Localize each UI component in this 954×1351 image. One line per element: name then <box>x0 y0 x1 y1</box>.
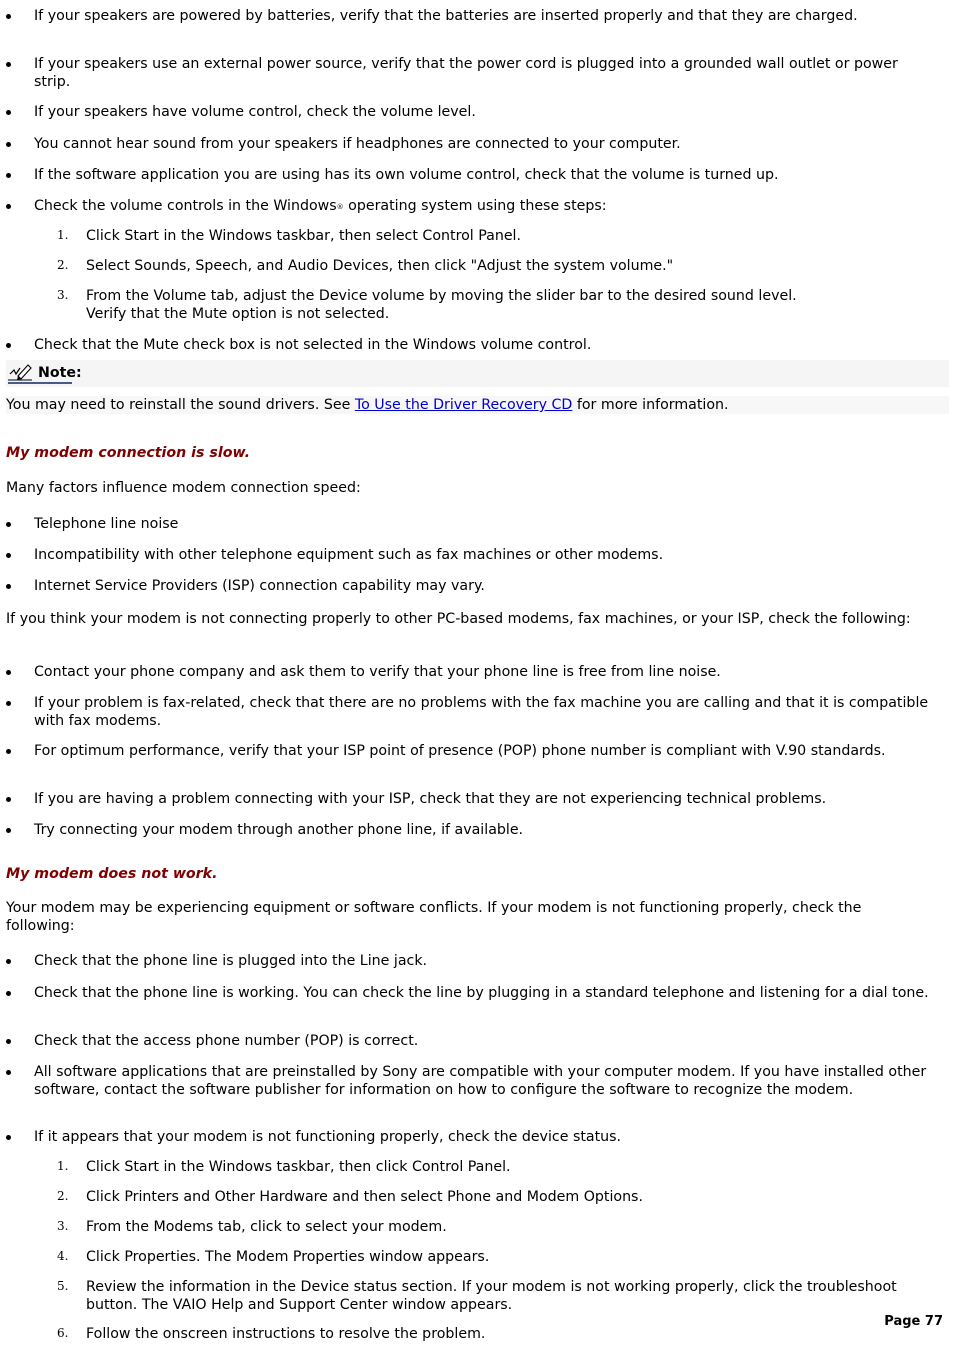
step-text: Select Sounds, Speech, and Audio Devices, then click "Adjust the system volume." <box>86 258 674 274</box>
note-label: Note: <box>38 365 82 381</box>
step-number: 2. <box>57 258 69 272</box>
list-item: Telephone line noise <box>34 515 934 533</box>
note-header <box>6 360 949 387</box>
step-text-continued: Verify that the Mute option is not selected. <box>86 306 390 322</box>
section-heading-slow: My modem connection is slow. <box>6 445 251 461</box>
step-number: 1. <box>57 1159 69 1173</box>
step-item <box>57 1278 926 1314</box>
step-text: From the Volume tab, adjust the Device volume by moving the slider bar to the desired sound level. <box>86 288 797 304</box>
step-text: From the Modems tab, click to select your modem. <box>86 1219 447 1235</box>
step-item <box>57 257 926 275</box>
windows-item-text-after: operating system using these steps: <box>343 198 607 214</box>
paragraph: If you think your modem is not connecting properly to other PC-based modems, fax machines, or your ISP, check the following: <box>6 611 911 627</box>
list-item: If your speakers have volume control, check the volume level. <box>34 103 934 121</box>
step-item <box>57 227 926 245</box>
list-item: If it appears that your modem is not functioning properly, check the device status. <box>34 1128 934 1146</box>
list-item: If your speakers use an external power source, verify that the power cord is plugged into a grounded wall outlet or power strip. <box>34 55 934 91</box>
list-item-windows-volume <box>34 197 934 217</box>
step-number: 3. <box>57 288 69 302</box>
step-number: 2. <box>57 1189 69 1203</box>
step-number: 1. <box>57 228 69 242</box>
step-text: Review the information in the Device status section. If your modem is not working properly, click the troubleshoot button. The VAIO Help and Support Center window appears. <box>86 1279 897 1313</box>
step-text: Click Printers and Other Hardware and then select Phone and Modem Options. <box>86 1189 643 1205</box>
list-item: You cannot hear sound from your speakers if headphones are connected to your computer. <box>34 135 934 153</box>
list-item: Contact your phone company and ask them to verify that your phone line is free from line noise. <box>34 663 934 681</box>
list-item: If your speakers are powered by batteries, verify that the batteries are inserted properly and that they are charged. <box>34 7 934 25</box>
note-text: You may need to reinstall the sound drivers. See <box>6 397 355 413</box>
driver-recovery-link[interactable]: To Use the Driver Recovery CD <box>354 397 573 413</box>
step-number: 3. <box>57 1219 69 1233</box>
step-text: Click Start in the Windows taskbar, then click Control Panel. <box>86 1159 511 1175</box>
step-item <box>57 1218 926 1236</box>
paragraph: Many factors influence modem connection speed: <box>6 480 361 496</box>
list-item: For optimum performance, verify that your ISP point of presence (POP) phone number is compliant with V.90 standards. <box>34 742 934 760</box>
step-text: Click Properties. The Modem Properties window appears. <box>86 1249 490 1265</box>
step-item <box>57 1325 926 1343</box>
registered-mark: ® <box>336 203 344 211</box>
list-item: Incompatibility with other telephone equipment such as fax machines or other modems. <box>34 546 934 564</box>
list-item: If your problem is fax-related, check that there are no problems with the fax machine you are calling and that it is compatible with fax modems. <box>34 694 934 730</box>
list-item: If you are having a problem connecting with your ISP, check that they are not experiencing technical problems. <box>34 790 934 808</box>
note-body <box>6 396 949 414</box>
step-item <box>57 1158 926 1176</box>
list-item: Check that the phone line is working. You can check the line by plugging in a standard telephone and listening for a dial tone. <box>34 984 934 1002</box>
list-item: Check that the phone line is plugged into the Line jack. <box>34 952 934 970</box>
step-item <box>57 1188 926 1206</box>
step-number: 5. <box>57 1279 69 1293</box>
list-item: Try connecting your modem through another phone line, if available. <box>34 821 934 839</box>
section-heading-not-work: My modem does not work. <box>6 866 218 882</box>
step-number: 4. <box>57 1249 69 1263</box>
step-text: Click Start in the Windows taskbar, then select Control Panel. <box>86 228 522 244</box>
list-item: Internet Service Providers (ISP) connection capability may vary. <box>34 577 934 595</box>
list-item: If the software application you are using has its own volume control, check that the volume is turned up. <box>34 166 934 184</box>
paragraph: Your modem may be experiencing equipment or software conflicts. If your modem is not functioning properly, check the following: <box>6 900 862 934</box>
step-item <box>57 1248 926 1266</box>
page-number: Page 77 <box>884 1314 943 1329</box>
list-item: All software applications that are preinstalled by Sony are compatible with your computer modem. If you have installed other software, contact the software publisher for information on how to configure the software to recognize the modem. <box>34 1063 934 1099</box>
step-number: 6. <box>57 1326 69 1340</box>
step-text: Follow the onscreen instructions to resolve the problem. <box>86 1326 486 1342</box>
step-item <box>57 287 926 323</box>
note-text-after: for more information. <box>572 397 729 413</box>
windows-item-text: Check the volume controls in the Windows <box>34 198 337 214</box>
list-item: Check that the access phone number (POP) is correct. <box>34 1032 934 1050</box>
list-item: Check that the Mute check box is not selected in the Windows volume control. <box>34 336 934 354</box>
